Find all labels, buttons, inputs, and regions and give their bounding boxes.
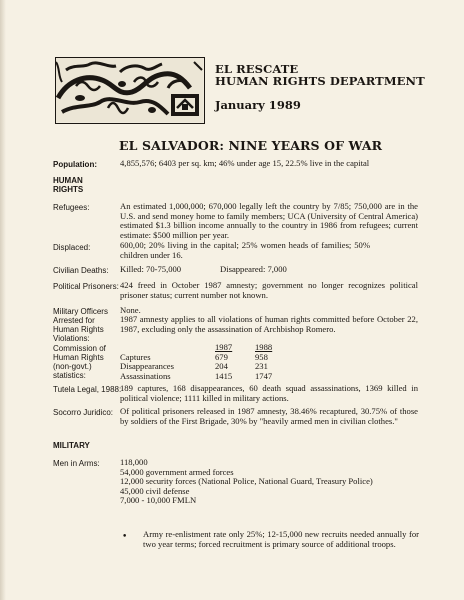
row-label: Assassinations <box>120 370 171 381</box>
heading-line-2: RIGHTS <box>53 185 84 194</box>
organization-name <box>215 63 425 87</box>
population-value: 4,855,576; 6403 per sq. km; 46% under age 15, 22.5% live in the capital <box>120 158 370 168</box>
page-edge-shadow <box>0 0 6 600</box>
military-officers-label <box>53 307 108 343</box>
year-1988-header: 1988 <box>255 342 273 352</box>
cell-1987: 204 <box>215 361 228 371</box>
document-title: EL SALVADOR: NINE YEARS OF WAR <box>119 138 383 153</box>
bullet-icon: • <box>122 532 128 542</box>
table-row <box>120 372 295 382</box>
military-officers-none: None. <box>120 305 141 315</box>
label-line: (non-govt.) <box>53 362 92 371</box>
year-1987-header: 1987 <box>215 342 233 352</box>
heading-line-1: HUMAN <box>53 176 83 185</box>
socorro-juridico-label: Socorro Juridico: <box>53 408 114 417</box>
men-in-arms-line: 7,000 - 10,000 FMLN <box>120 495 197 506</box>
row-label: Captures <box>120 351 151 362</box>
men-in-arms-line: 45,000 civil defense <box>120 485 190 496</box>
label-line: Human Rights <box>53 325 104 334</box>
label-line: Violations: <box>53 334 90 343</box>
label-line: Commission of <box>53 344 106 353</box>
label-line: Arrested for <box>53 316 95 325</box>
political-prisoners-label: Political Prisoners: <box>53 282 119 291</box>
row-label: Disappearances <box>120 361 174 371</box>
men-in-arms-line: 118,000 <box>120 457 148 467</box>
label-line: Military Officers <box>53 307 108 316</box>
men-in-arms-label: Men in Arms: <box>53 459 100 468</box>
civilian-deaths-label: Civilian Deaths: <box>53 266 109 275</box>
document-date: January 1989 <box>215 98 301 112</box>
population-label: Population: <box>53 160 97 169</box>
civilian-deaths-killed: Killed: 70-75,000 <box>120 264 182 274</box>
label-line: statistics: <box>53 371 86 380</box>
refugees-value: An estimated 1,000,000; 670,000 legally left the country by 7/85; 750,000 are in the U.S. and send money home to family members; UCA (University of Central America) estimated $1.3 billion income annually to the country in 1986 from refugees; current estimate: $500 million per year. <box>120 201 418 240</box>
men-in-arms-line: 12,000 security forces (National Police, National Guard, Treasury Police) <box>120 476 373 487</box>
political-prisoners-value: 424 freed in October 1987 amnesty; government no longer recognizes political prisoner status; current number not known. <box>120 280 418 300</box>
cell-1988: 1747 <box>255 370 273 381</box>
section-heading-human-rights <box>53 176 83 194</box>
tutela-legal-value: 189 captures, 168 disappearances, 60 death squad assassinations, 1369 killed in political violence; 1111 killed in military actions. <box>120 383 418 403</box>
cell-1987: 679 <box>215 351 228 362</box>
logo-artwork <box>56 58 203 122</box>
cell-1988: 958 <box>255 351 268 362</box>
org-line-1: EL RESCATE <box>215 62 299 76</box>
organization-logo <box>55 57 205 124</box>
socorro-juridico-value: Of political prisoners released in 1987 amnesty, 38.46% recaptured, 30.75% of those by soldiers of the First Brigade, 30% by "heavily armed men in civilian clothes." <box>120 406 418 426</box>
commission-label <box>53 344 106 380</box>
recruitment-note: Army re-enlistment rate only 25%; 12-15,000 new recruits needed annually for two year terms; forced recruitment is primary source of additional troops. <box>143 529 419 549</box>
displaced-label: Displaced: <box>53 243 91 252</box>
tutela-legal-label: Tutela Legal, 1988: <box>53 385 122 394</box>
civilian-deaths-disappeared: Disappeared: 7,000 <box>220 264 287 274</box>
men-in-arms-line: 54,000 government armed forces <box>120 466 234 477</box>
section-heading-military: MILITARY <box>53 441 90 450</box>
refugees-label: Refugees: <box>53 203 90 212</box>
cell-1988: 231 <box>255 361 268 371</box>
displaced-value: 600,00; 20% living in the capital; 25% women heads of families; 50% children under 16. <box>120 240 370 260</box>
men-in-arms-list <box>120 458 418 506</box>
label-line: Human Rights <box>53 353 104 362</box>
commission-statistics-table <box>120 343 295 381</box>
military-officers-amnesty: 1987 amnesty applies to all violations of human rights committed before October 22, 1987, excluding only the assassination of Archbishop Romero. <box>120 314 418 334</box>
org-line-2: HUMAN RIGHTS DEPARTMENT <box>215 74 425 88</box>
cell-1987: 1415 <box>215 370 233 381</box>
